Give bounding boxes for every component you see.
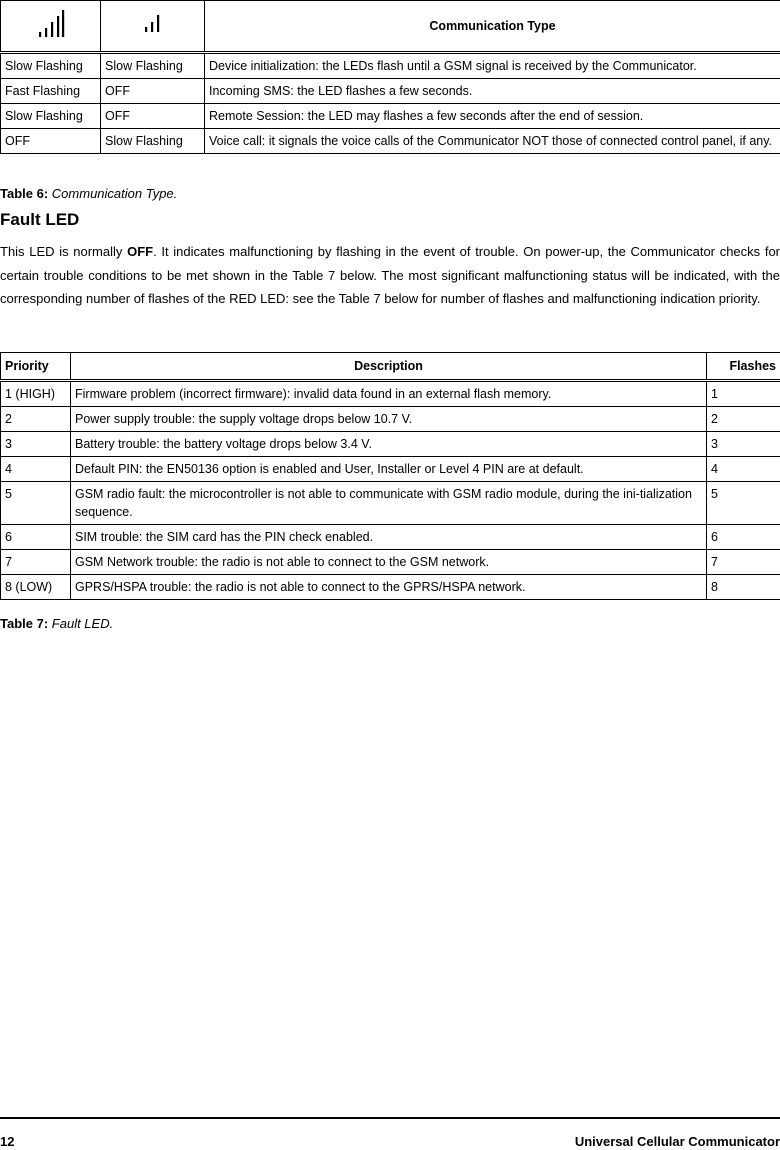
footer-title: Universal Cellular Communicator — [574, 1134, 780, 1149]
table-row — [1, 381, 780, 407]
cell-led-2: OFF — [101, 104, 205, 129]
page-number: 12 — [0, 1134, 15, 1149]
cell-flashes: 1 — [707, 381, 780, 407]
table-row — [1, 525, 780, 550]
table-6-caption — [0, 186, 177, 201]
table-header-row — [1, 353, 780, 381]
section-heading: Fault LED — [0, 210, 80, 229]
cell-description: GPRS/HSPA trouble: the radio is not able to connect to the GPRS/HSPA network. — [71, 575, 707, 600]
cell-led-1: OFF — [1, 129, 101, 154]
cell-led-1: Slow Flashing — [1, 104, 101, 129]
table-row — [1, 432, 780, 457]
caption-label: Table 6: — [0, 186, 49, 201]
cell-communication-type: Remote Session: the LED may flashes a few seconds after the end of session. — [205, 104, 780, 129]
table-row — [1, 407, 780, 432]
paragraph-text-end: . It indicates malfunctioning by flashing in the event of trouble. On power-up, the Communicator checks for certain trouble conditions to be met shown in the Table 7 below. The most significant malfunctioning status will be indicated, with the corresponding number of flashes of the RED LED: see the Table 7 below for number of flashes and malfunctioning indication priority. — [0, 244, 780, 306]
communication-type-table — [0, 0, 780, 154]
table-row — [1, 457, 780, 482]
cell-description: GSM Network trouble: the radio is not able to connect to the GSM network. — [71, 550, 707, 575]
cell-description: GSM radio fault: the microcontroller is not able to communicate with GSM radio module, during the ini-tialization sequence. — [71, 482, 707, 525]
cell-description: Firmware problem (incorrect firmware): invalid data found in an external flash memory. — [71, 381, 707, 407]
cell-communication-type: Device initialization: the LEDs flash until a GSM signal is received by the Communicator. — [205, 53, 780, 79]
cell-description: Battery trouble: the battery voltage drops below 3.4 V. — [71, 432, 707, 457]
cell-description: Power supply trouble: the supply voltage drops below 10.7 V. — [71, 407, 707, 432]
caption-text: Fault LED. — [51, 616, 114, 631]
table-row — [1, 550, 780, 575]
cell-priority: 1 (HIGH) — [1, 381, 71, 407]
table-7-caption — [0, 616, 113, 631]
cell-communication-type: Voice call: it signals the voice calls of the Communicator NOT those of connected control panel, if any. — [205, 129, 780, 154]
cell-led-2: OFF — [101, 79, 205, 104]
cell-led-2: Slow Flashing — [101, 129, 205, 154]
fault-led-table — [0, 352, 780, 600]
cell-led-1: Fast Flashing — [1, 79, 101, 104]
cell-flashes: 7 — [707, 550, 780, 575]
table-row — [1, 53, 780, 79]
cell-priority: 3 — [1, 432, 71, 457]
table-row — [1, 482, 780, 525]
cell-description: SIM trouble: the SIM card has the PIN check enabled. — [71, 525, 707, 550]
cell-priority: 4 — [1, 457, 71, 482]
cell-priority: 5 — [1, 482, 71, 525]
column-header-priority: Priority — [1, 353, 71, 381]
cell-led-2: Slow Flashing — [101, 53, 205, 79]
signal-strength-icon — [1, 1, 101, 53]
column-header-description: Description — [71, 353, 707, 381]
cell-description: Default PIN: the EN50136 option is enabled and User, Installer or Level 4 PIN are at default. — [71, 457, 707, 482]
cell-priority: 7 — [1, 550, 71, 575]
cell-flashes: 6 — [707, 525, 780, 550]
cell-flashes: 5 — [707, 482, 780, 525]
cell-priority: 8 (LOW) — [1, 575, 71, 600]
cell-flashes: 8 — [707, 575, 780, 600]
cell-flashes: 3 — [707, 432, 780, 457]
table-row — [1, 129, 780, 154]
cell-flashes: 4 — [707, 457, 780, 482]
caption-label: Table 7: — [0, 616, 49, 631]
signal-strength-low-icon — [101, 1, 205, 53]
cell-priority: 6 — [1, 525, 71, 550]
paragraph-bold-text: OFF — [127, 244, 154, 259]
cell-flashes: 2 — [707, 407, 780, 432]
column-header-communication-type: Communication Type — [205, 1, 780, 53]
table-row — [1, 104, 780, 129]
table-header-row — [1, 1, 780, 53]
cell-priority: 2 — [1, 407, 71, 432]
table-row — [1, 79, 780, 104]
cell-communication-type: Incoming SMS: the LED flashes a few seconds. — [205, 79, 780, 104]
table-row — [1, 575, 780, 600]
column-header-flashes: Flashes — [707, 353, 780, 381]
cell-led-1: Slow Flashing — [1, 53, 101, 79]
caption-text: Communication Type. — [51, 186, 178, 201]
fault-led-paragraph — [0, 240, 780, 311]
footer-divider — [0, 1117, 780, 1119]
paragraph-text-start: This LED is normally — [0, 244, 128, 259]
